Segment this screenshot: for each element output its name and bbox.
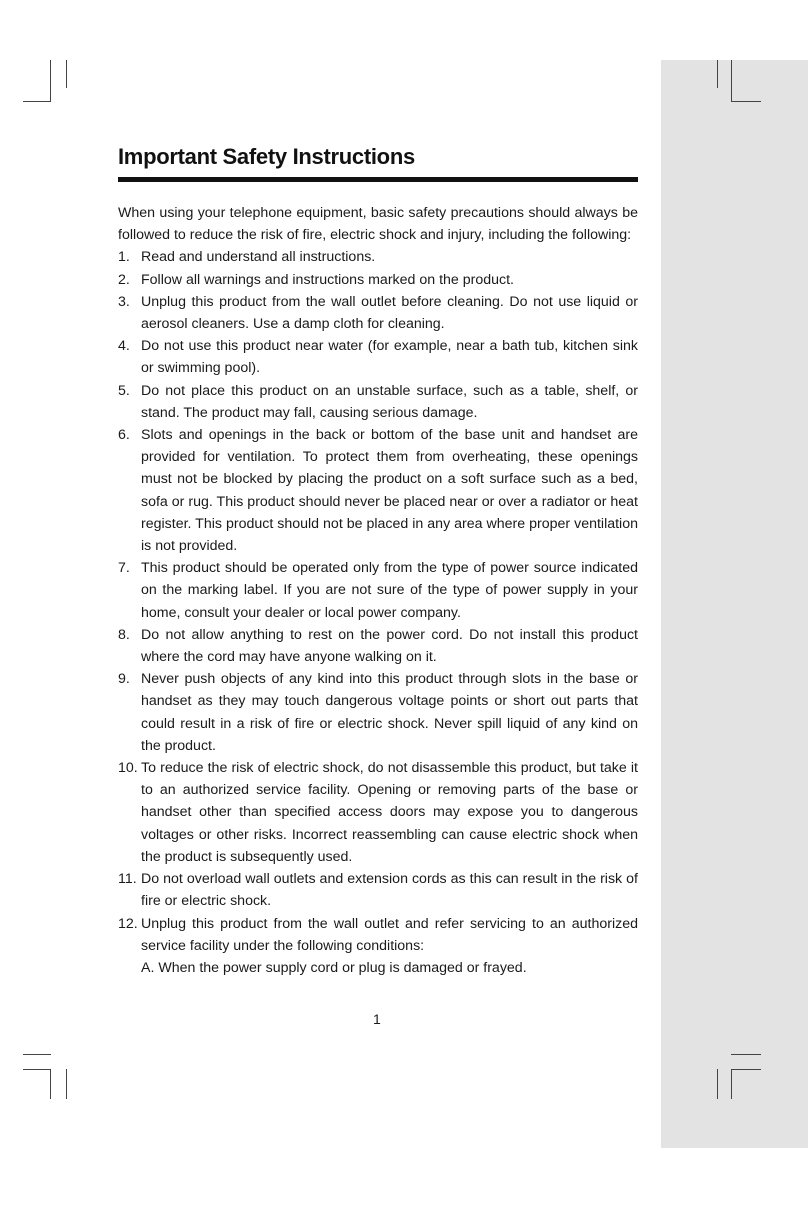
item-number: 8. xyxy=(118,626,130,643)
item-text: Never push objects of any kind into this product through slots in the base or handset as they may touch dangerous voltage points or short out parts that could result in a risk of fire or electric shock. Never spill liquid of any kind on the product. xyxy=(141,671,638,754)
item-number: 9. xyxy=(118,671,130,688)
crop-mark-bottom-right-v1 xyxy=(717,1069,718,1099)
item-text: Slots and openings in the back or bottom of the base unit and handset are provided for ventilation. To protect them from overheating, these openings must not be blocked by placing the product on a soft surface such as a bed, sofa or rug. This product should never be placed near or over a radiator or heat register. This product should not be placed in any area where proper ventilation is not provided. xyxy=(141,427,638,555)
list-item xyxy=(118,757,638,868)
item-text: To reduce the risk of electric shock, do not disassemble this product, but take it to an authorized service facility. Opening or removing parts of the base or handset other than specified access doors may expose you to dangerous voltages or other risks. Incorrect reassembling can cause electric shock when the product is subsequently used. xyxy=(141,760,638,865)
list-item xyxy=(118,668,638,757)
item-number: 7. xyxy=(118,560,130,577)
sub-item: A. When the power supply cord or plug is damaged or frayed. xyxy=(141,959,527,976)
list-item xyxy=(118,557,638,624)
list-item xyxy=(118,913,638,980)
crop-mark-bottom-right-h1 xyxy=(731,1054,761,1055)
list-item xyxy=(118,424,638,557)
crop-mark-top-right-v2 xyxy=(731,60,732,102)
title-rule xyxy=(118,177,638,182)
crop-mark-top-right-v1 xyxy=(717,60,718,88)
item-number: 10. xyxy=(118,760,138,777)
intro-paragraph: When using your telephone equipment, basic safety precautions should always be followed to reduce the risk of fire, electric shock and injury, including the following: xyxy=(118,205,638,244)
list-item xyxy=(118,624,638,668)
list-item xyxy=(118,380,638,424)
item-number: 1. xyxy=(118,249,130,266)
crop-mark-bottom-right-v2 xyxy=(731,1069,732,1099)
item-number: 2. xyxy=(118,271,130,288)
crop-mark-top-left-h xyxy=(23,101,51,102)
item-number: 4. xyxy=(118,338,130,355)
crop-mark-bottom-left-h1 xyxy=(23,1054,51,1055)
item-text: This product should be operated only from the type of power source indicated on the marking label. If you are not sure of the type of power supply in your home, consult your dealer or local power company. xyxy=(141,560,638,621)
item-text: Follow all warnings and instructions marked on the product. xyxy=(141,271,515,288)
item-number: 6. xyxy=(118,427,130,444)
list-item xyxy=(118,246,638,268)
item-text: Do not use this product near water (for example, near a bath tub, kitchen sink or swimming pool). xyxy=(141,338,638,377)
item-number: 3. xyxy=(118,293,130,310)
item-number: 11. xyxy=(118,871,137,888)
crop-mark-bottom-left-v2 xyxy=(66,1069,67,1099)
item-text: Unplug this product from the wall outlet before cleaning. Do not use liquid or aerosol cleaners. Use a damp cloth for cleaning. xyxy=(141,293,638,333)
list-item xyxy=(118,868,638,912)
crop-mark-bottom-right-h2 xyxy=(731,1069,761,1070)
item-number: 5. xyxy=(118,382,130,399)
instruction-list xyxy=(118,246,638,979)
page-number: 1 xyxy=(373,1011,381,1027)
list-item xyxy=(118,269,638,291)
item-text: Do not overload wall outlets and extension cords as this can result in the risk of fire or electric shock. xyxy=(141,871,638,910)
page-title: Important Safety Instructions xyxy=(118,144,415,169)
crop-mark-bottom-left-h2 xyxy=(23,1069,51,1070)
crop-mark-top-left-v2 xyxy=(66,60,67,88)
item-number: 12. xyxy=(118,915,138,932)
item-text: Do not place this product on an unstable surface, such as a table, shelf, or stand. The product may fall, causing serious damage. xyxy=(141,382,638,421)
item-text: Read and understand all instructions. xyxy=(141,249,376,266)
crop-mark-top-right-h xyxy=(731,101,761,102)
side-margin-band xyxy=(661,60,808,1148)
instructions-body xyxy=(118,202,638,979)
list-item xyxy=(118,335,638,379)
list-item xyxy=(118,291,638,335)
item-text: Unplug this product from the wall outlet and refer servicing to an authorized service facility under the following conditions: xyxy=(141,915,638,954)
item-text: Do not allow anything to rest on the power cord. Do not install this product where the cord may have anyone walking on it. xyxy=(141,626,638,666)
crop-mark-top-left-v1 xyxy=(50,60,51,102)
crop-mark-bottom-left-v1 xyxy=(50,1069,51,1099)
